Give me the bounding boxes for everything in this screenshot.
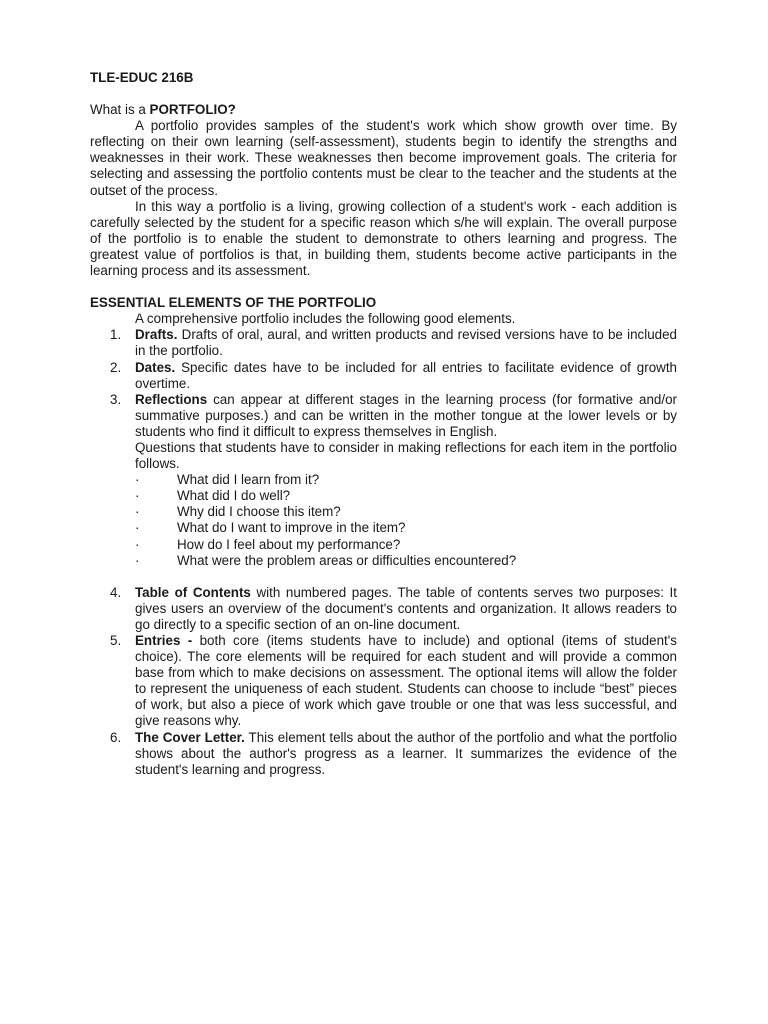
list-item-reflections: [90, 392, 677, 585]
bullet-icon: ·: [135, 552, 140, 568]
bullet-icon: ·: [135, 536, 140, 552]
reflection-question: · How do I feel about my performance?: [135, 536, 401, 552]
paragraph-purpose: In this way a portfolio is a living, growing collection of a student's work - each addition is carefully selected by the student for a specific reason which s/he will explain. The overall purpose of the portfolio is to enable the student to demonstrate to others learning and progress. The greatest value of portfolios is that, in building them, students become active participants in the learning process and its assessment.: [90, 198, 677, 279]
reflection-question: · What did I do well?: [135, 488, 291, 504]
list-number: 2.: [110, 359, 122, 375]
reflection-question: · What did I learn from it?: [135, 472, 320, 488]
list-number: 6.: [110, 729, 122, 745]
list-item-term: Reflections: [135, 391, 208, 407]
bullet-icon: ·: [135, 504, 140, 520]
list-item-term: The Cover Letter.: [135, 729, 245, 745]
elements-list: [90, 327, 677, 778]
list-number: 4.: [110, 584, 122, 600]
list-number: 1.: [110, 327, 122, 343]
list-item-dates: [90, 360, 677, 392]
list-number: 3.: [110, 391, 122, 407]
list-item-term: Table of Contents: [135, 584, 251, 600]
list-item-table-of-contents: [90, 585, 677, 633]
paragraph-definition: A portfolio provides samples of the student's work which show growth over time. By reflecting on their own learning (self-assessment), students begin to identify the strengths and weaknesses in their work. These weaknesses then become improvement goals. The criteria for selecting and assessing the portfolio contents must be clear to the teacher and the students at the outset of the process.: [90, 118, 677, 198]
course-code-heading: TLE-EDUC 216B: [90, 70, 194, 85]
list-item-term: Dates.: [135, 359, 176, 375]
list-item-drafts: [90, 327, 677, 359]
reflection-followup: Questions that students have to consider in making reflections for each item in the portfolio follows.: [135, 439, 677, 472]
list-item-entries: [90, 633, 677, 730]
question-heading: [90, 102, 677, 118]
list-item-term: Entries -: [135, 633, 193, 648]
bullet-icon: ·: [135, 472, 140, 488]
section-intro: A comprehensive portfolio includes the following good elements.: [135, 311, 516, 327]
section-heading: ESSENTIAL ELEMENTS OF THE PORTFOLIO: [90, 295, 377, 311]
reflection-questions: [135, 472, 677, 569]
list-item-text: This element tells about the author of the portfolio and what the portfolio shows about the author's progress as a learner. It summarizes the evidence of the student's learning and progress.: [135, 729, 678, 777]
list-item-text: can appear at different stages in the learning process (for formative and/or summative purposes.) and can be written in the mother tongue at the lower levels or by students who find it difficult to express themselves in English.: [135, 391, 677, 439]
bullet-icon: ·: [135, 520, 140, 536]
document-page: [90, 70, 677, 778]
list-item-text: with numbered pages. The table of contents serves two purposes: It gives users an overview of the document's contents and organization. It allows readers to go directly to a specific section of an on-line document.: [135, 584, 677, 632]
reflection-question: · Why did I choose this item?: [135, 504, 341, 520]
bullet-icon: ·: [135, 488, 140, 504]
question-term: PORTFOLIO?: [149, 102, 236, 118]
list-item-text: both core (items students have to include) and optional (items of student's choice). The core elements will be required for each student and will provide a common base from which to make decisions on assessment. The optional items will allow the folder to represent the uniqueness of each student. Students can choose to include “best” pieces of work, but also a piece of work which gave trouble or one that was less successful, and give reasons why.: [135, 633, 677, 729]
list-item-text: Specific dates have to be included for all entries to facilitate evidence of growth overtime.: [135, 359, 677, 391]
reflection-question: · What do I want to improve in the item?: [135, 520, 406, 536]
list-item-cover-letter: [90, 730, 677, 778]
list-number: 5.: [110, 633, 122, 648]
question-prefix: What is a: [90, 102, 150, 118]
list-item-text: Drafts of oral, aural, and written products and revised versions have to be included in the portfolio.: [135, 327, 677, 359]
reflection-question: · What were the problem areas or difficulties encountered?: [135, 552, 517, 568]
list-item-term: Drafts.: [135, 327, 178, 343]
list-spacer: [135, 569, 677, 585]
